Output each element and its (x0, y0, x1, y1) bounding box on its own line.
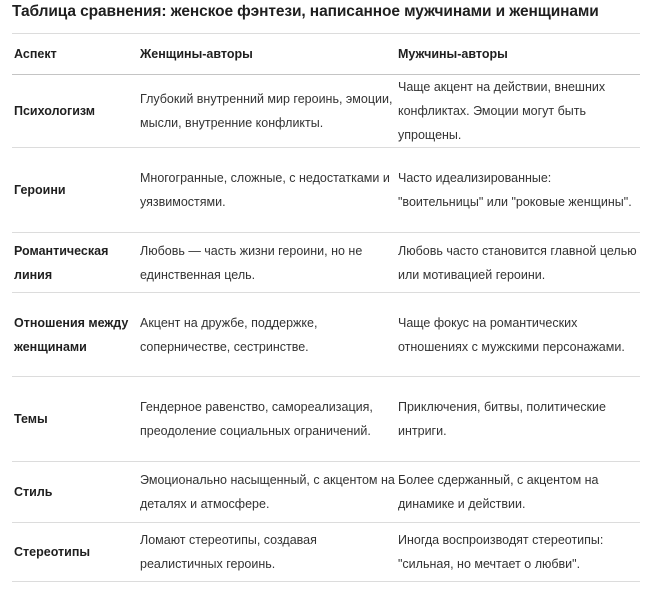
women-authors-cell: Акцент на дружбе, поддержке, соперничестве, сестринстве. (138, 293, 396, 377)
column-header-men-authors: Мужчины-авторы (396, 34, 640, 75)
table-row (12, 233, 640, 293)
men-authors-cell: Чаще акцент на действии, внешних конфликтах. Эмоции могут быть упрощены. (396, 75, 640, 148)
men-authors-cell: Приключения, битвы, политические интриги. (396, 377, 640, 462)
aspect-cell: Стереотипы (12, 523, 138, 582)
aspect-cell: Отношения между женщинами (12, 293, 138, 377)
women-authors-cell: Гендерное равенство, самореализация, преодоление социальных ограничений. (138, 377, 396, 462)
column-header-women-authors: Женщины-авторы (138, 34, 396, 75)
men-authors-cell: Любовь часто становится главной целью или мотивацией героини. (396, 233, 640, 293)
aspect-cell: Темы (12, 377, 138, 462)
aspect-cell: Стиль (12, 462, 138, 523)
men-authors-cell: Часто идеализированные: "воительницы" или "роковые женщины". (396, 148, 640, 233)
women-authors-cell: Глубокий внутренний мир героинь, эмоции, мысли, внутренние конфликты. (138, 75, 396, 148)
table-header-row (12, 34, 640, 75)
women-authors-cell: Любовь — часть жизни героини, но не единственная цель. (138, 233, 396, 293)
men-authors-cell: Иногда воспроизводят стереотипы: "сильная, но мечтает о любви". (396, 523, 640, 582)
column-header-aspect: Аспект (12, 34, 138, 75)
aspect-cell: Героини (12, 148, 138, 233)
table-row (12, 462, 640, 523)
table-row (12, 523, 640, 582)
table-row (12, 75, 640, 148)
table-row (12, 148, 640, 233)
aspect-cell: Романтическая линия (12, 233, 138, 293)
aspect-cell: Психологизм (12, 75, 138, 148)
women-authors-cell: Ломают стереотипы, создавая реалистичных героинь. (138, 523, 396, 582)
men-authors-cell: Чаще фокус на романтических отношениях с мужскими персонажами. (396, 293, 640, 377)
page-title: Таблица сравнения: женское фэнтези, написанное мужчинами и женщинами (12, 3, 599, 20)
women-authors-cell: Многогранные, сложные, с недостатками и уязвимостями. (138, 148, 396, 233)
men-authors-cell: Более сдержанный, с акцентом на динамике и действии. (396, 462, 640, 523)
table-row (12, 293, 640, 377)
women-authors-cell: Эмоционально насыщенный, с акцентом на деталях и атмосфере. (138, 462, 396, 523)
comparison-table (12, 33, 640, 582)
table-row (12, 377, 640, 462)
